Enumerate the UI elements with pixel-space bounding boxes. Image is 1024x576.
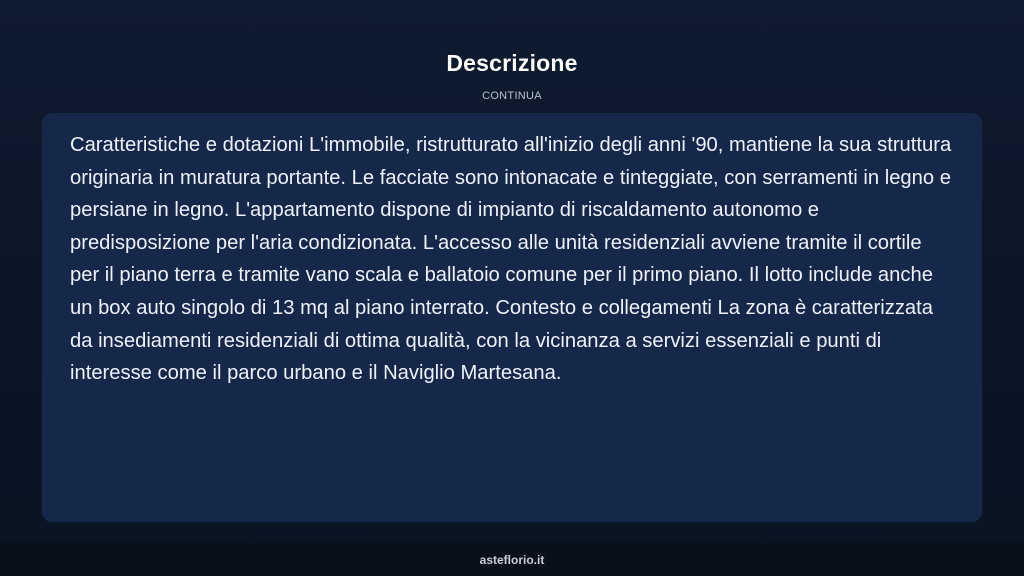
page-title: Descrizione [446, 50, 578, 76]
description-text: Caratteristiche e dotazioni L'immobile, ristrutturato all'inizio degli anni '90, mantiene la sua struttura originaria in muratura portante. Le facciate sono intonacate e tinteggiate, con serramenti in legno e persiane in legno. L'appartamento dispone di impianto di riscaldamento autonomo e predisposizione per l'aria condizionata. L'accesso alle unità residenziali avviene tramite il cortile per il piano terra e tramite vano scala e ballatoio comune per il primo piano. Il lotto include anche un box auto singolo di 13 mq al piano interrato. Contesto e collegamenti La zona è caratterizzata da insediamenti residenziali di ottima qualità, con la vicinanza a servizi essenziali e punti di interesse come il parco urbano e il Naviglio Martesana. [70, 134, 952, 385]
description-card [42, 113, 982, 522]
continue-label[interactable]: CONTINUA [482, 90, 542, 102]
site-name: asteflorio.it [479, 553, 545, 567]
footer [0, 543, 1024, 576]
